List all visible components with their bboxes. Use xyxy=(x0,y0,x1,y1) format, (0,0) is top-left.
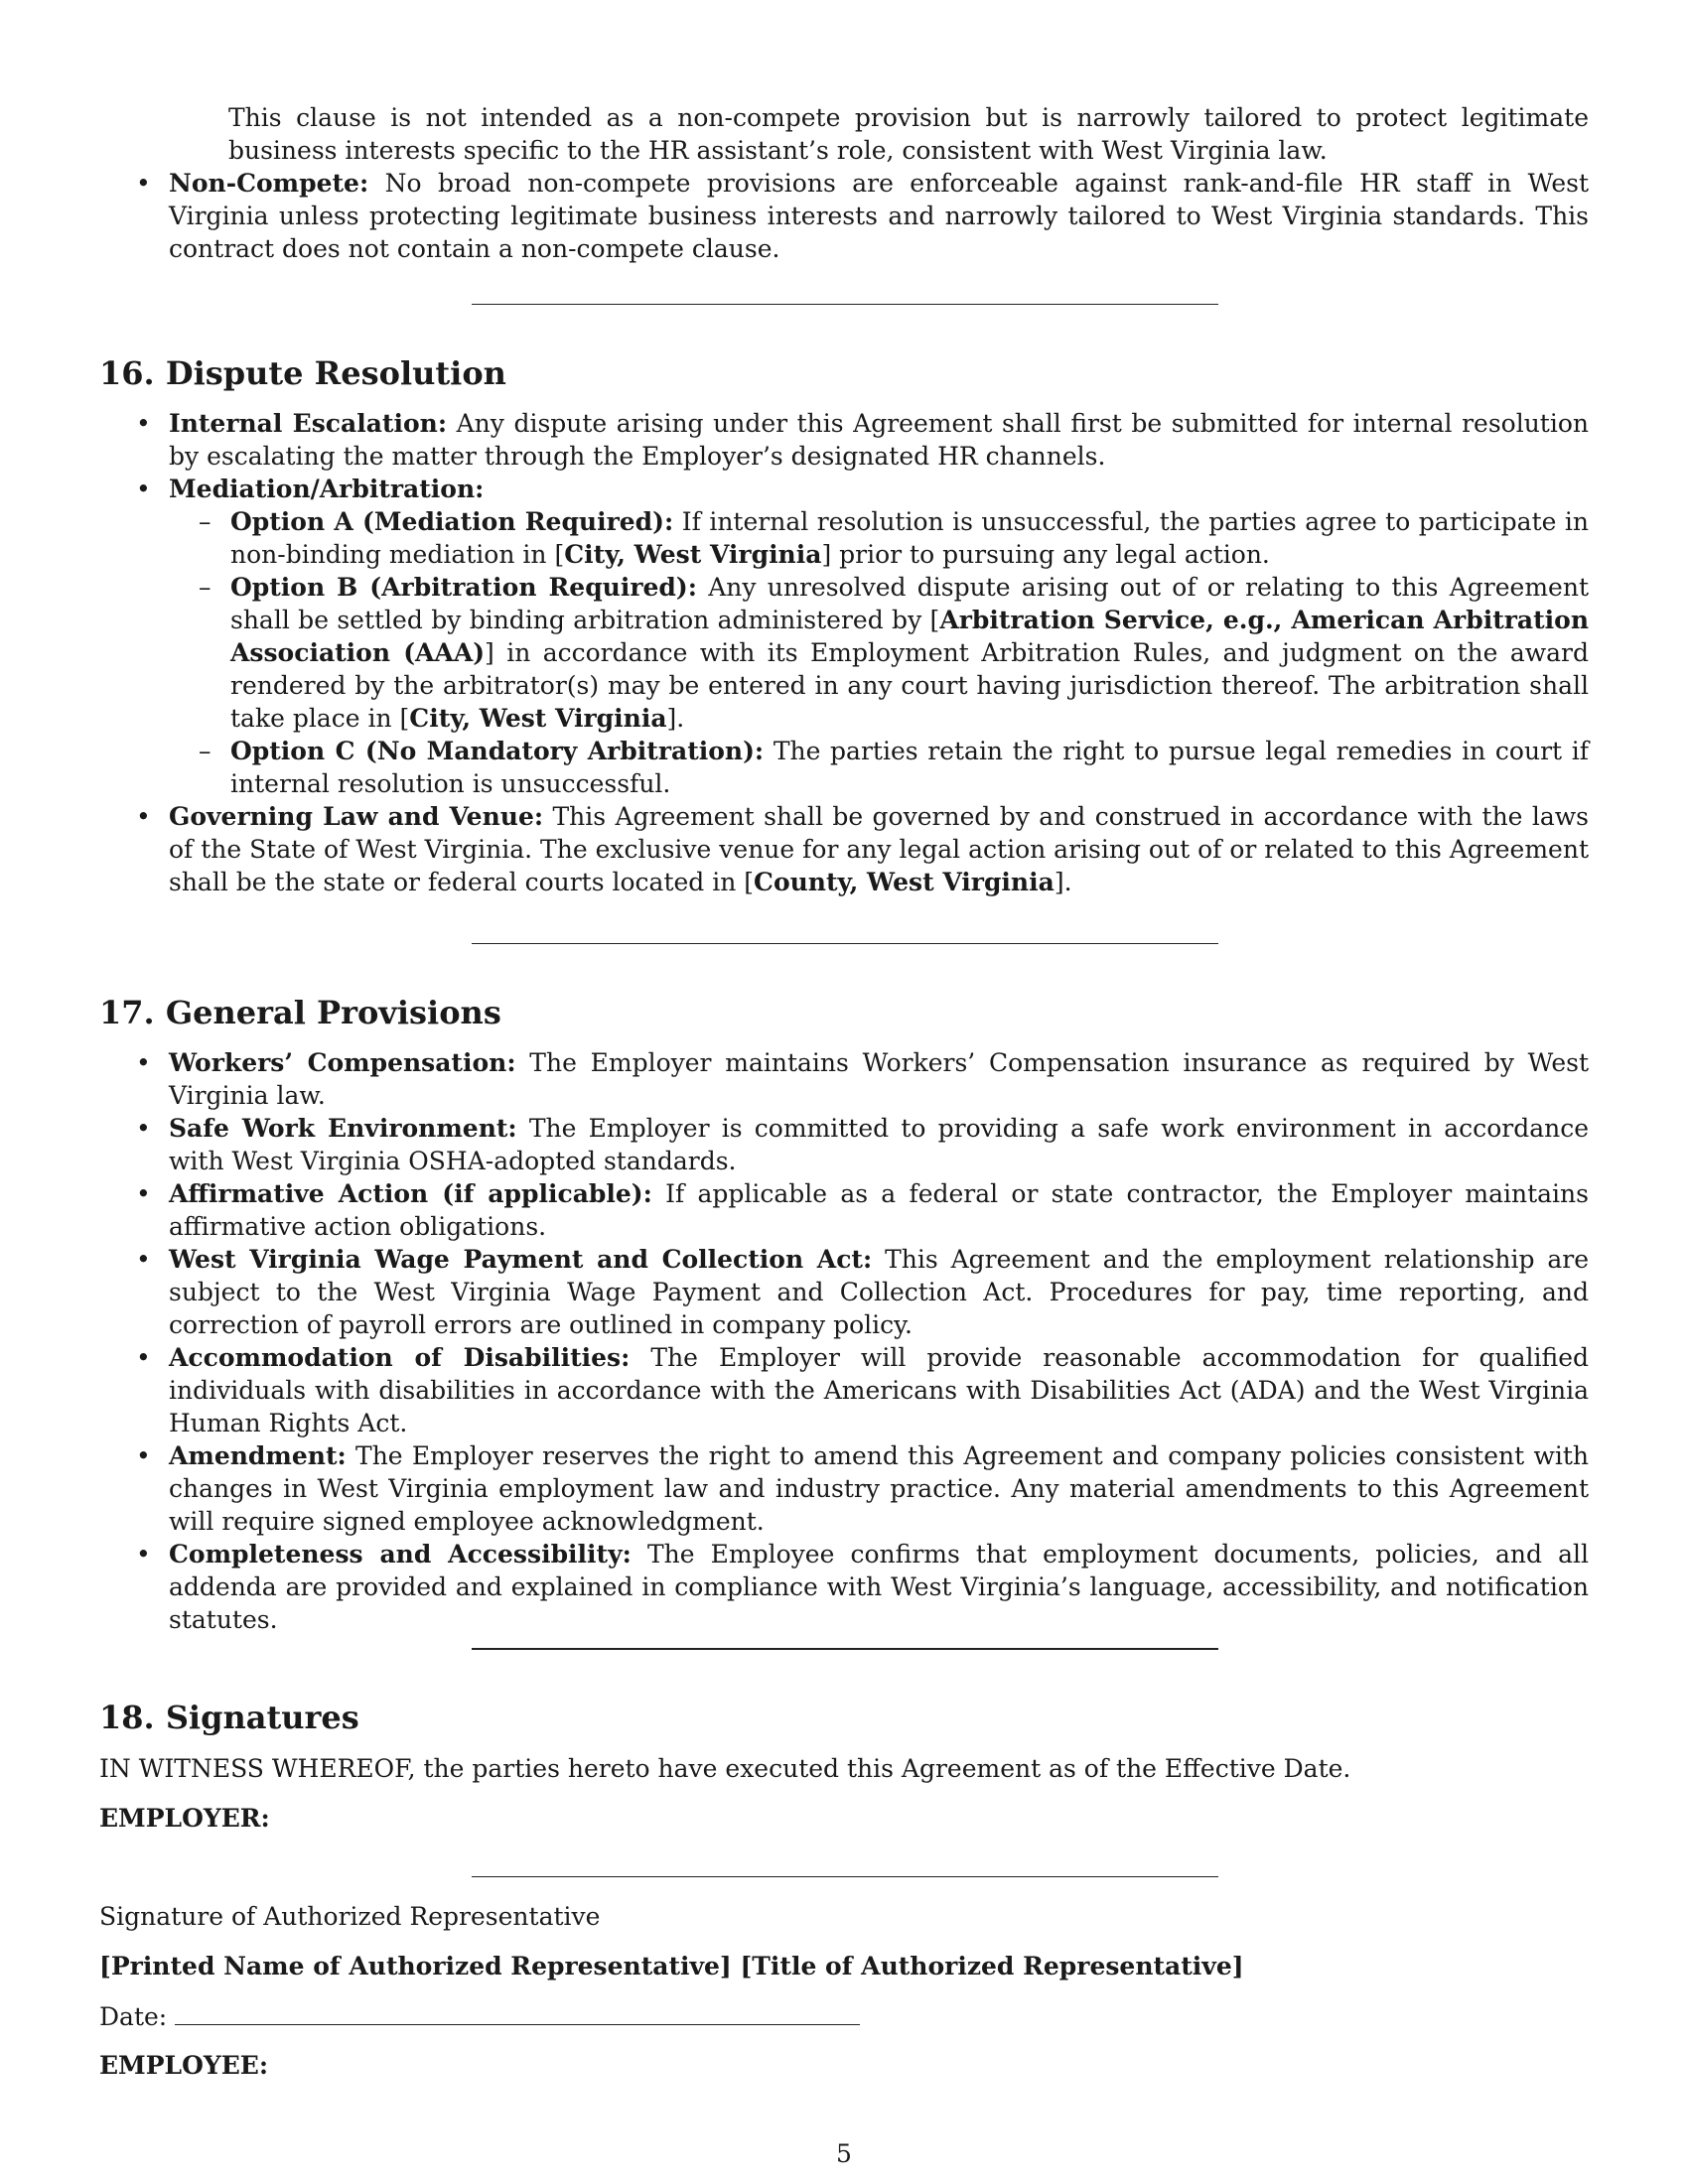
provision-label: Completeness and Accessibility: xyxy=(169,1540,632,1569)
witness-statement: IN WITNESS WHEREOF, the parties hereto have executed this Agreement as of the Effective Date. xyxy=(99,1754,1351,1783)
provision-item xyxy=(99,1538,1589,1636)
internal-escalation-item xyxy=(99,407,1589,473)
option-b-text-2: ] in accordance with its Employment Arbitration Rules, and judgment on the award rendered by the arbitrator(s) may be entered in any court having jurisdiction thereof. The arbitration shall take place in [ xyxy=(230,638,1589,733)
date-line xyxy=(175,2004,860,2025)
option-b-text-1: Any unresolved dispute arising out of or relating to this Agreement shall be settled by binding arbitration administered by [ xyxy=(230,573,1589,634)
provision-item xyxy=(99,1112,1589,1177)
noncompete-text: No broad non-compete provisions are enforceable against rank-and-file HR staff in West Virginia unless protecting legitimate business interests and narrowly tailored to West Virginia standards. This contract does not contain a non-compete clause. xyxy=(169,169,1589,263)
printed-name-placeholder: Printed Name of Authorized Representative xyxy=(110,1952,720,1980)
noncompete-item xyxy=(99,167,1589,265)
provision-label: West Virginia Wage Payment and Collection Act: xyxy=(169,1245,873,1274)
governing-law-item xyxy=(99,800,1589,898)
provision-text: This Agreement and the employment relationship are subject to the West Virginia Wage Payment and Collection Act. Procedures for pay, time reporting, and correction of payroll errors are outlined in company policy. xyxy=(169,1245,1590,1339)
governing-law-text-1: This Agreement shall be governed by and construed in accordance with the laws of the State of West Virginia. The exclusive venue for any legal action arising out of or related to this Agreement shall be the state or federal courts located in [ xyxy=(169,802,1590,896)
section-divider-1 xyxy=(472,304,1218,305)
provision-label: Amendment: xyxy=(169,1441,347,1470)
section16-title: 16. Dispute Resolution xyxy=(99,354,506,392)
provision-label: Accommodation of Disabilities: xyxy=(169,1343,631,1372)
provision-text: If applicable as a federal or state contractor, the Employer maintains affirmative action obligations. xyxy=(169,1179,1589,1241)
provision-item xyxy=(99,1341,1589,1439)
provision-text: The Employer reserves the right to amend this Agreement and company policies consistent with changes in West Virginia employment law and industry practice. Any material amendments to this Agreement will require signed employee acknowledgment. xyxy=(169,1441,1589,1536)
option-b-city: City, West Virginia xyxy=(409,704,667,733)
option-c-text: The parties retain the right to pursue legal remedies in court if internal resolution is unsuccessful. xyxy=(230,737,1589,798)
governing-law-label: Governing Law and Venue: xyxy=(169,802,544,831)
provision-item xyxy=(99,1243,1589,1341)
section-divider-2 xyxy=(472,943,1218,944)
option-a-item xyxy=(169,505,1589,571)
governing-law-county: County, West Virginia xyxy=(754,868,1055,896)
date-row xyxy=(99,2000,860,2033)
provision-label: Affirmative Action (if applicable): xyxy=(169,1179,652,1208)
provision-text: The Employee confirms that employment documents, policies, and all addenda are provided and explained in compliance with West Virginia’s language, accessibility, and notification statutes. xyxy=(169,1540,1589,1634)
employee-label xyxy=(99,2049,268,2082)
internal-escalation-text: Any dispute arising under this Agreement shall first be submitted for internal resolution by escalating the matter through the Employer’s designated HR channels. xyxy=(169,409,1589,471)
option-b-label: Option B (Arbitration Required): xyxy=(230,573,697,602)
section17-title: 17. General Provisions xyxy=(99,994,501,1031)
mediation-arbitration-label: Mediation/Arbitration: xyxy=(169,475,485,503)
provision-label: Workers’ Compensation: xyxy=(169,1048,516,1077)
date-label: Date: xyxy=(99,2002,168,2031)
provision-text: The Employer is committed to providing a safe work environment in accordance with West Virginia OSHA-adopted standards. xyxy=(169,1114,1589,1175)
option-c-label: Option C (No Mandatory Arbitration): xyxy=(230,737,765,765)
section-divider-3 xyxy=(472,1648,1218,1650)
signature-caption: Signature of Authorized Representative xyxy=(99,1902,601,1931)
title-placeholder: Title of Authorized Representative xyxy=(752,1952,1232,1980)
section15-list xyxy=(99,167,1589,265)
option-a-city: City, West Virginia xyxy=(564,540,822,569)
bracket-open: [ xyxy=(99,1952,111,1980)
section16-list xyxy=(99,407,1589,898)
option-b-service: Arbitration Service, e.g., American Arbitration Association (AAA) xyxy=(230,606,1590,667)
option-b-text-3: ]. xyxy=(666,704,685,733)
document-page xyxy=(99,0,1589,2184)
provision-item xyxy=(99,1439,1589,1538)
provision-text: The Employer maintains Workers’ Compensation insurance as required by West Virginia law. xyxy=(169,1048,1590,1110)
section15-continuation: This clause is not intended as a non-compete provision but is narrowly tailored to protect legitimate business interests specific to the HR assistant’s role, consistent with West Virginia law. xyxy=(228,103,1589,165)
option-a-label: Option A (Mediation Required): xyxy=(230,507,674,536)
employer-signature-line xyxy=(472,1876,1218,1877)
printed-name-title-line xyxy=(99,1950,1244,1982)
provision-item xyxy=(99,1177,1589,1243)
provision-text: The Employer will provide reasonable accommodation for qualified individuals with disabilities in accordance with the Americans with Disabilities Act (ADA) and the West Virginia Human Rights Act. xyxy=(169,1343,1590,1437)
employer-label-text: EMPLOYER: xyxy=(99,1804,270,1833)
page-number: 5 xyxy=(836,2139,852,2168)
provision-label: Safe Work Environment: xyxy=(169,1114,517,1143)
mediation-arbitration-item xyxy=(99,473,1589,800)
employee-label-text: EMPLOYEE: xyxy=(99,2051,269,2080)
option-a-text-1: If internal resolution is unsuccessful, the parties agree to participate in non-binding mediation in [ xyxy=(230,507,1589,569)
mediation-options-list xyxy=(169,505,1589,800)
bracket-mid: ] [ xyxy=(719,1952,753,1980)
section17-list xyxy=(99,1046,1589,1636)
bracket-close: ] xyxy=(1231,1952,1244,1980)
employer-label xyxy=(99,1802,270,1835)
option-b-item xyxy=(169,571,1589,735)
governing-law-text-2: ]. xyxy=(1054,868,1072,896)
noncompete-label: Non-Compete: xyxy=(169,169,369,198)
option-c-item xyxy=(169,735,1589,800)
section18-title: 18. Signatures xyxy=(99,1699,359,1736)
internal-escalation-label: Internal Escalation: xyxy=(169,409,448,438)
provision-item xyxy=(99,1046,1589,1112)
option-a-text-2: ] prior to pursuing any legal action. xyxy=(821,540,1270,569)
